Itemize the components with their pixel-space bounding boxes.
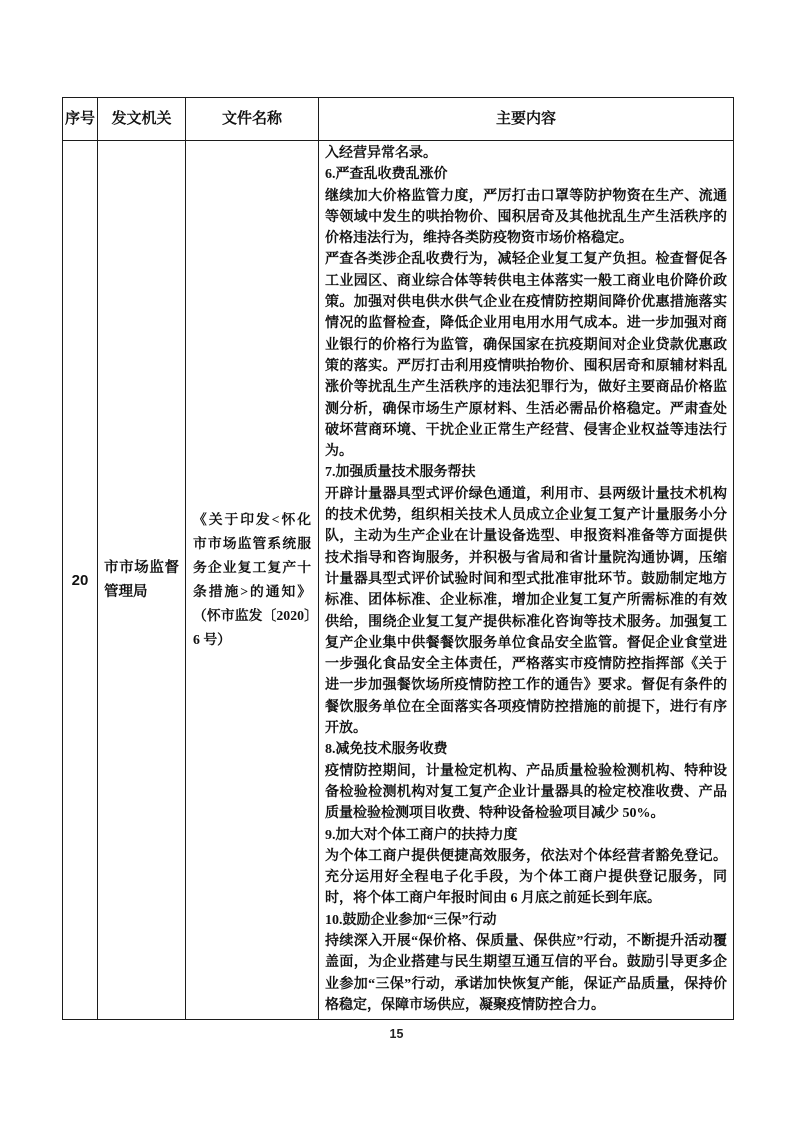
cell-issuing-agency: 市市场监督管理局 <box>98 141 186 1020</box>
content-paragraph: 疫情防控期间，计量检定机构、产品质量检验检测机构、特种设备检验检测机构对复工复产企业计量器具的检定校准收费、产品质量检验检测项目收费、特种设备检验项目减少 50%。 <box>325 763 727 822</box>
cell-document-name: 《关于印发<怀化市市场监管系统服务企业复工复产十条措施>的通知》（怀市监发〔2020〕6 号） <box>186 141 319 1020</box>
cell-serial-number: 20 <box>63 141 98 1020</box>
table-row <box>63 141 734 1020</box>
table-header-row <box>63 98 734 141</box>
column-header-serial-number: 序号 <box>63 98 98 141</box>
content-heading-9: 9.加大对个体工商户的扶持力度 <box>325 827 518 843</box>
column-header-document-name: 文件名称 <box>186 98 319 141</box>
content-heading-6: 6.严查乱收费乱涨价 <box>325 167 448 183</box>
content-paragraph: 严查各类涉企乱收费行为，减轻企业复工复产负担。检查督促各工业园区、商业综合体等转供电主体落实一般工商业电价降价政策。加强对供电供水供气企业在疫情防控期间降价优惠措施落实情况的监督检查，降低企业用电用水用气成本。进一步加强对商业银行的价格行为监管，确保国家在抗疫期间对企业贷款优惠政策的落实。严厉打击利用疫情哄抬物价、囤积居奇和原辅材料乱涨价等扰乱生产生活秩序的违法犯罪行为，做好主要商品价格监测分析，确保市场生产原材料、生活必需品价格稳定。严肃查处破坏营商环境、干扰企业正常生产经营、侵害企业权益等违法行为。 <box>325 252 727 460</box>
content-paragraph-continuation: 入经营异常名录。 <box>325 146 437 161</box>
content-paragraph: 继续加大价格监管力度，严厉打击口罩等防护物资在生产、流通等领域中发生的哄抬物价、囤积居奇及其他扰乱生产生活秩序的价格违法行为，维持各类防疫物资市场价格稳定。 <box>325 188 727 247</box>
content-heading-7: 7.加强质量技术服务帮扶 <box>325 465 476 481</box>
column-header-issuing-agency: 发文机关 <box>98 98 186 141</box>
cell-main-content <box>319 141 734 1020</box>
column-header-main-content: 主要内容 <box>319 98 734 141</box>
page-number: 15 <box>389 1027 404 1041</box>
content-paragraph: 开辟计量器具型式评价绿色通道，利用市、县两级计量技术机构的技术优势，组织相关技术人员成立企业复工复产计量服务小分队，主动为生产企业在计量设备选型、申报资料准备等方面提供技术指导和咨询服务，并积极与省局和省计量院沟通协调，压缩计量器具型式评价试验时间和型式批准审批环节。鼓励制定地方标准、团体标准、企业标准，增加企业复工复产所需标准的有效供给，围绕企业复工复产提供标准化咨询等技术服务。加强复工复产企业集中供餐餐饮服务单位食品安全监管。督促企业食堂进一步强化食品安全主体责任，严格落实市疫情防控指挥部《关于进一步加强餐饮场所疫情防控工作的通告》要求。督促有条件的餐饮服务单位在全面落实各项疫情防控措施的前提下，进行有序开放。 <box>325 486 727 737</box>
content-heading-8: 8.减免技术服务收费 <box>325 742 448 758</box>
document-table <box>62 97 734 1020</box>
content-paragraph: 持续深入开展“保价格、保质量、保供应”行动，不断提升活动覆盖面，为企业搭建与民生期望互通互信的平台。鼓励引导更多企业参加“三保”行动，承诺加快恢复产能，保证产品质量，保持价格稳定，保障市场供应，凝聚疫情防控合力。 <box>325 933 727 1013</box>
content-heading-10: 10.鼓励企业参加“三保”行动 <box>325 912 497 928</box>
content-paragraph: 为个体工商户提供便捷高效服务，依法对个体经营者豁免登记。充分运用好全程电子化手段，为个体工商户提供登记服务，同时，将个体工商户年报时间由 6 月底之前延长到年底。 <box>325 848 727 907</box>
